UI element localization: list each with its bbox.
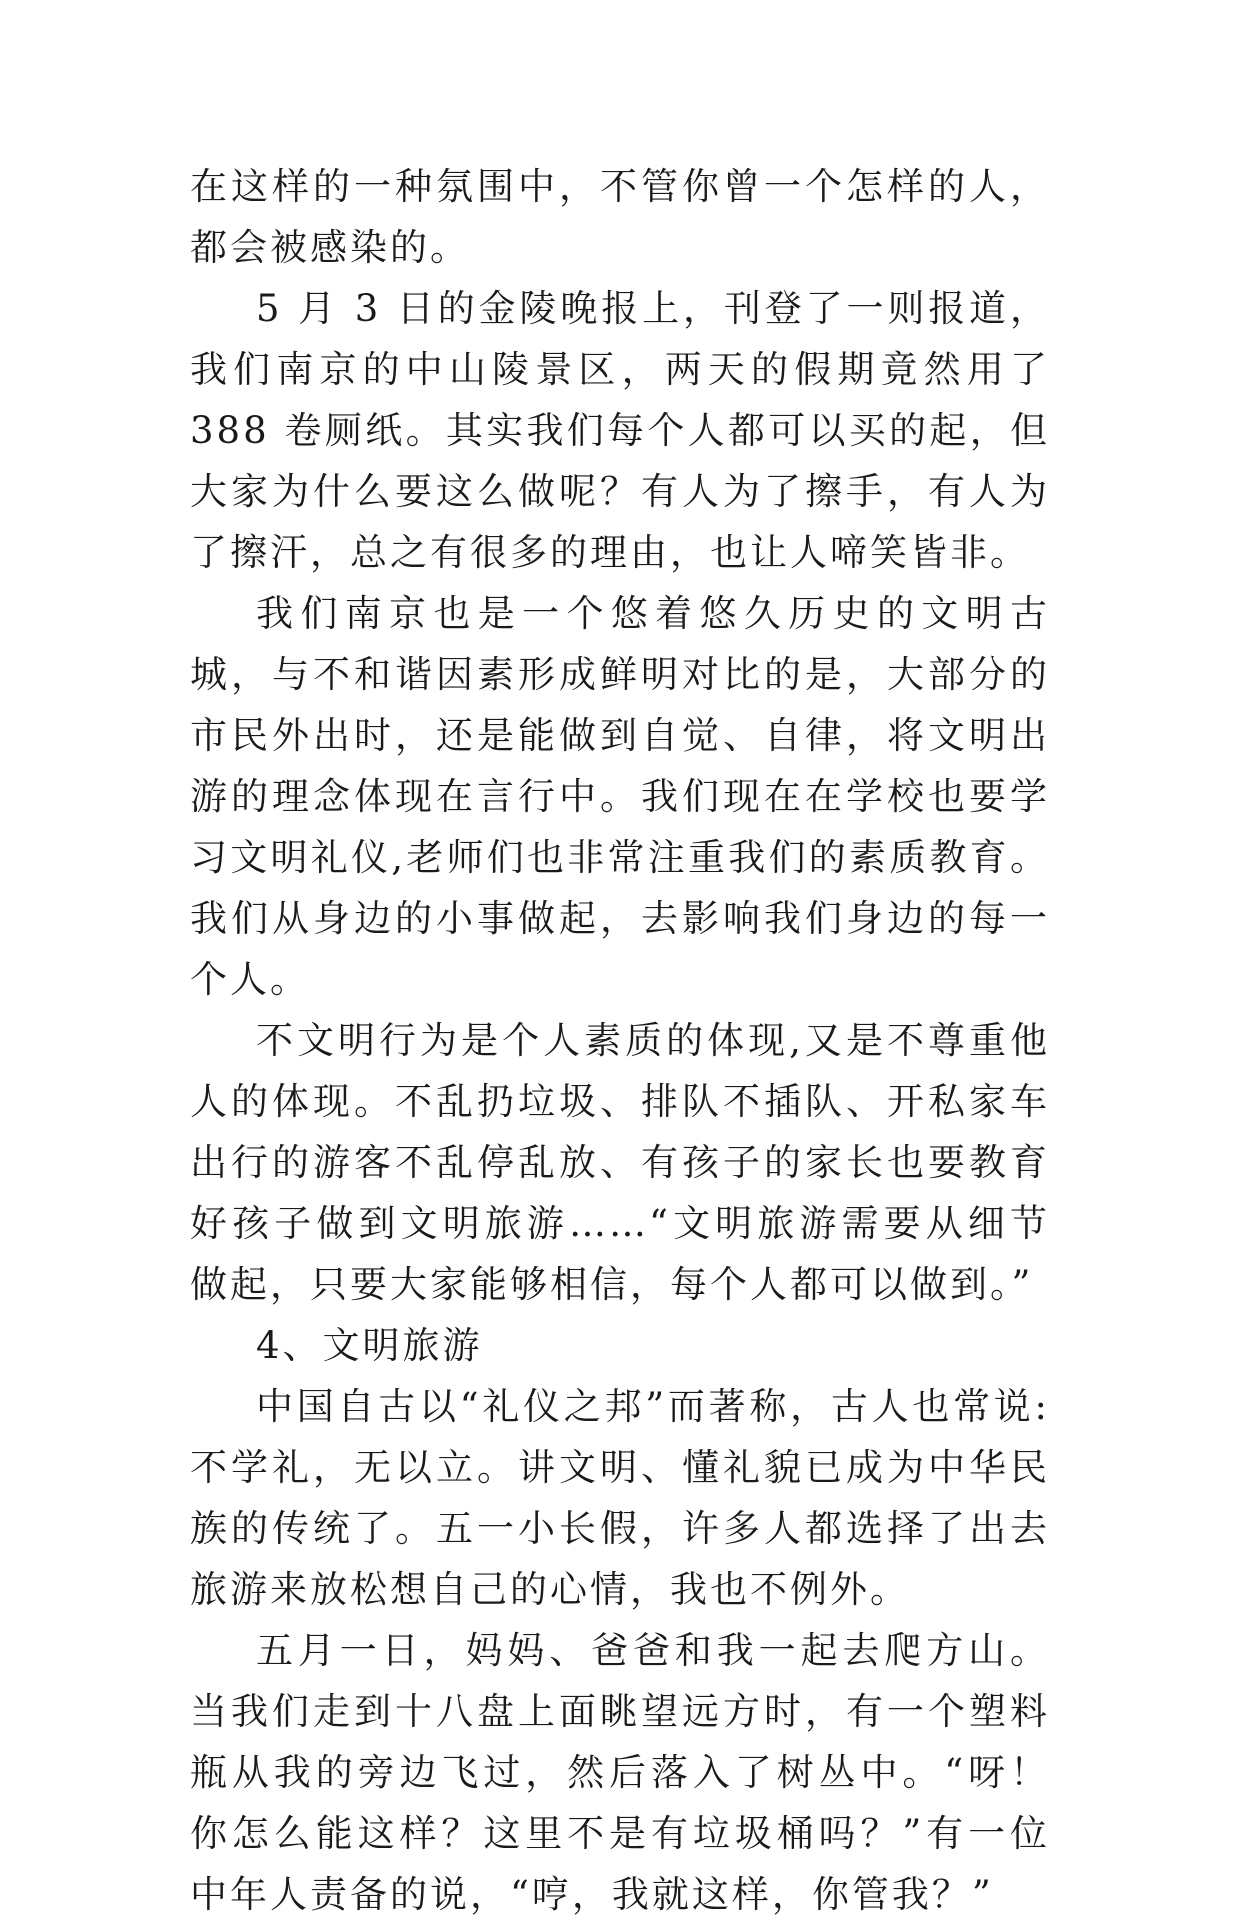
paragraph-5: 中国自古以“礼仪之邦”而著称，古人也常说:不学礼，无以立。讲文明、懂礼貌已成为中华民族的传统了。五一小长假，许多人都选择了出去旅游来放松想自己的心情，我也不例外。	[190, 1385, 1050, 1611]
paragraph-1: 在这样的一种氛围中，不管你曾一个怎样的人，都会被感染的。	[190, 165, 1050, 269]
section-heading: 4、文明旅游	[256, 1324, 483, 1367]
paragraph-6: 五月一日，妈妈、爸爸和我一起去爬方山。当我们走到十八盘上面眺望远方时，有一个塑料瓶从我的旁边飞过，然后落入了树丛中。“呀！你怎么能这样？这里不是有垃圾桶吗？”有一位中年人责备的说，“哼，我就这样，你管我？”	[190, 1629, 1050, 1916]
document-body	[190, 156, 1050, 1925]
paragraph-4: 不文明行为是个人素质的体现,又是不尊重他人的体现。不乱扔垃圾、排队不插队、开私家车出行的游客不乱停乱放、有孩子的家长也要教育好孩子做到文明旅游……“文明旅游需要从细节做起，只要大家能够相信，每个人都可以做到。”	[190, 1019, 1050, 1306]
paragraph-3: 我们南京也是一个悠着悠久历史的文明古城，与不和谐因素形成鲜明对比的是，大部分的市民外出时，还是能做到自觉、自律，将文明出游的理念体现在言行中。我们现在在学校也要学习文明礼仪,老师们也非常注重我们的素质教育。我们从身边的小事做起，去影响我们身边的每一个人。	[190, 592, 1050, 1001]
paragraph-2: 5 月 3 日的金陵晚报上，刊登了一则报道，我们南京的中山陵景区，两天的假期竟然用了 388 卷厕纸。其实我们每个人都可以买的起，但大家为什么要这么做呢？有人为了擦手，有人为了擦汗，总之有很多的理由，也让人啼笑皆非。	[190, 287, 1050, 574]
